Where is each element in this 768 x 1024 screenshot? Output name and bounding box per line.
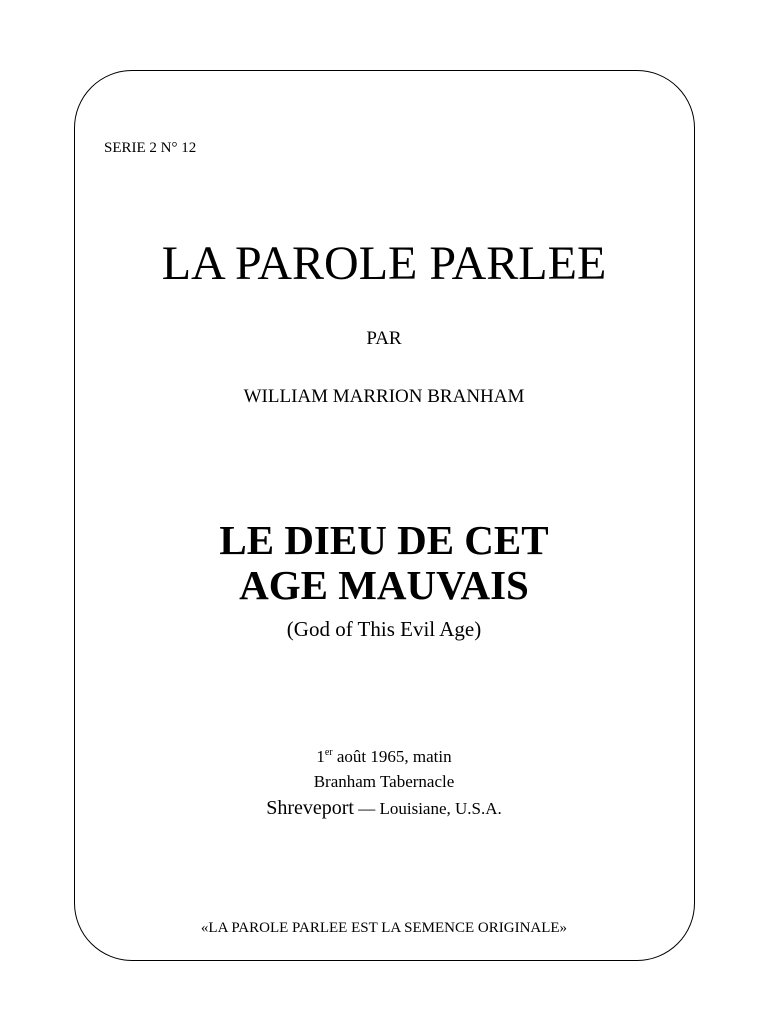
date-rest: août 1965, matin	[332, 747, 452, 766]
sermon-date	[0, 746, 768, 768]
date-day: 1	[316, 747, 325, 766]
sermon-location	[0, 796, 768, 821]
publication-title: LA PAROLE PARLEE	[161, 237, 607, 290]
sermon-title	[0, 518, 768, 608]
motto: «LA PAROLE PARLEE EST LA SEMENCE ORIGINALE»	[200, 920, 568, 936]
location-region: — Louisiane, U.S.A.	[353, 799, 502, 818]
by-label: PAR	[366, 328, 402, 349]
date-day-superscript: er	[324, 747, 333, 758]
sermon-title-english: (God of This Evil Age)	[286, 617, 482, 641]
series-number: SERIE 2 N° 12	[104, 140, 197, 156]
location-city: Shreveport	[266, 797, 354, 819]
cover-border	[74, 70, 695, 961]
sermon-title-line-2: AGE MAUVAIS	[239, 562, 529, 608]
sermon-title-line-1: LE DIEU DE CET	[219, 517, 549, 563]
author-name: WILLIAM MARRION BRANHAM	[243, 386, 525, 407]
sermon-venue: Branham Tabernacle	[313, 772, 455, 791]
